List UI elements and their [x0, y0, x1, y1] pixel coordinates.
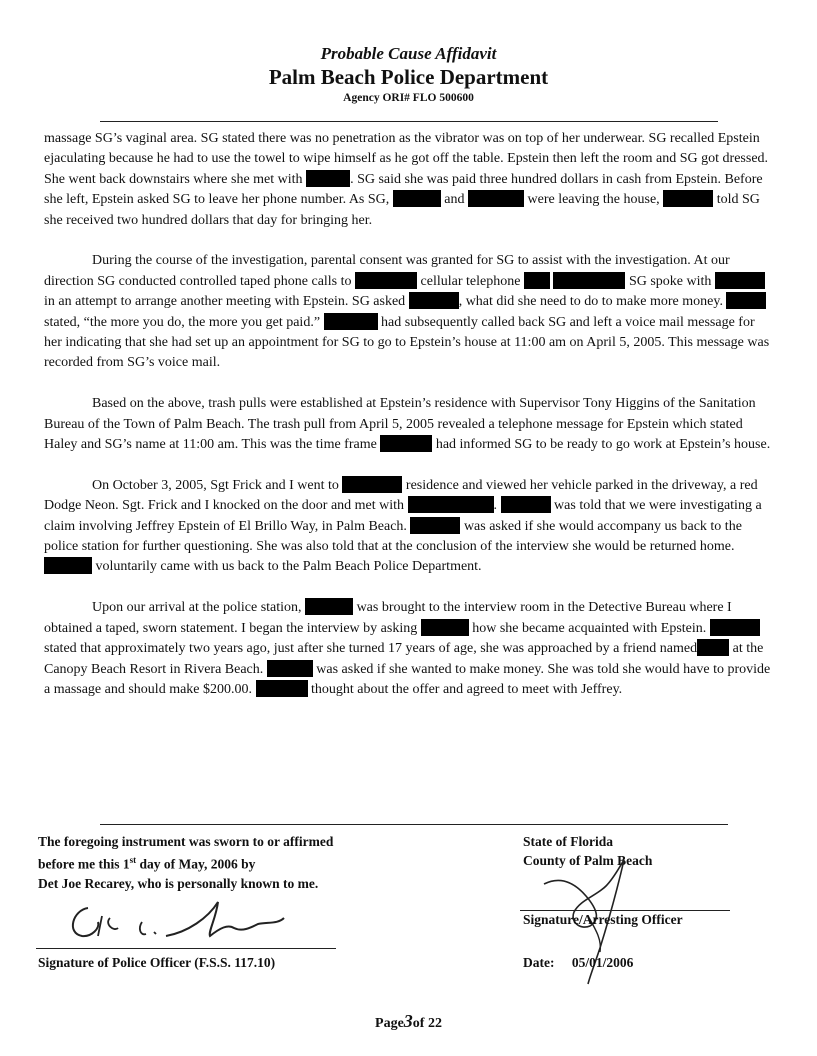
- redaction-bar: [306, 170, 350, 187]
- date-label: Date:: [523, 955, 555, 970]
- redaction-bar: [305, 598, 353, 615]
- redaction-bar: [715, 272, 765, 289]
- paragraph-4: On October 3, 2005, Sgt Frick and I went to residence and viewed her vehicle parked in the driveway, a red Dodge Neon. Sgt. Frick and I knocked on the door and met with . was told that we were investigating a claim involving Jeffrey Epstein of El Brillo Way, in Palm Beach. was asked if she would accompany us back to the police station for further questioning. She was also told that at the conclusion of the interview she would be returned home. voluntarily came with us back to the Palm Beach Police Department.: [44, 477, 762, 575]
- redaction-bar: [409, 292, 459, 309]
- redaction-bar: [524, 272, 550, 289]
- redaction-bar: [342, 476, 402, 493]
- page-number: Page3of 22: [375, 1011, 442, 1031]
- arresting-signature-label: Signature/Arresting Officer: [523, 912, 683, 927]
- redaction-bar: [324, 313, 378, 330]
- redaction-bar: [256, 680, 308, 697]
- redaction-bar: [501, 496, 551, 513]
- redaction-bar: [726, 292, 766, 309]
- paragraph-5: Upon our arrival at the police station, was brought to the interview room in the Detective Bureau where I obtained a taped, sworn statement. I began the interview by asking how she became acquainted with Epstein. stated that approximately two years ago, just after she turned 17 years of age, she was approached by a friend named at the Canopy Beach Resort in Rivera Beach. was asked if she wanted to make money. She was told she would have to provide a massage and should make $200.00. thought about the offer and agreed to meet with Jeffrey.: [44, 600, 771, 697]
- footer-divider: [100, 824, 728, 825]
- redaction-bar: [410, 517, 460, 534]
- paragraph-2: During the course of the investigation, parental consent was granted for SG to assist with the investigation. At our direction SG conducted controlled taped phone calls to cellular telephone SG spoke with in an attempt to arrange another meeting with Epstein. SG asked , what did she need to do to make more money. stated, “the more you do, the more you get paid.” had subsequently called back SG and left a voice mail message for her indicating that she had set up an appointment for SG to go to Epstein’s house at 11:00 am on April 5, 2005. This message was recorded from SG’s voice mail.: [44, 253, 770, 371]
- paragraph-1: massage SG’s vaginal area. SG stated there was no penetration as the vibrator was on top of her underwear. SG recalled Epstein ejaculating because he had to use the towel to wipe himself as he got off the table. Epstein then left the room and SG got dressed. She went back downstairs where she met with . SG said she was paid three hundred dollars in cash from Epstein. Before she left, Epstein asked SG to leave her phone number. As SG, and were leaving the house, told SG she received two hundred dollars that day for bringing her.: [44, 131, 769, 228]
- redaction-bar: [380, 435, 432, 452]
- redaction-bar: [393, 190, 441, 207]
- sworn-statement: [38, 832, 478, 893]
- redaction-bar: [468, 190, 524, 207]
- sworn-line-2: before me this 1st day of May, 2006 by: [38, 855, 256, 872]
- redaction-bar: [267, 660, 313, 677]
- affidavit-body: [44, 129, 772, 721]
- officer-signature-label: Signature of Police Officer (F.S.S. 117.10): [38, 955, 276, 970]
- redaction-bar: [421, 619, 469, 636]
- sworn-line-3: Det Joe Recarey, who is personally known to me.: [38, 875, 319, 891]
- redaction-bar: [553, 272, 625, 289]
- officer-signature-line: [36, 948, 336, 949]
- date-field: [523, 953, 633, 972]
- redaction-bar: [44, 557, 92, 574]
- sworn-line-1: The foregoing instrument was sworn to or affirmed: [38, 834, 334, 849]
- redaction-bar: [355, 272, 417, 289]
- header-divider: [100, 121, 718, 122]
- redaction-bar: [697, 639, 729, 656]
- department-name: Palm Beach Police Department: [268, 65, 549, 89]
- date-value: 05/01/2006: [571, 955, 634, 970]
- officer-signature-image: [58, 888, 308, 948]
- paragraph-3: Based on the above, trash pulls were established at Epstein’s residence with Supervisor Tony Higgins of the Sanitation Bureau of the Town of Palm Beach. The trash pull from April 5, 2005 revealed a telephone message for Epstein which stated Haley and SG’s name at 11:00 am. This was the time frame had informed SG to be ready to go work at Epstein’s house.: [44, 396, 771, 453]
- redaction-bar: [408, 496, 494, 513]
- document-title: Probable Cause Affidavit: [320, 44, 497, 63]
- document-header: [0, 44, 817, 105]
- state-label: State of Florida: [523, 834, 613, 849]
- agency-id: Agency ORI# FLO 500600: [343, 92, 474, 104]
- county-label: County of Palm Beach: [523, 853, 653, 868]
- redaction-bar: [663, 190, 713, 207]
- redaction-bar: [710, 619, 760, 636]
